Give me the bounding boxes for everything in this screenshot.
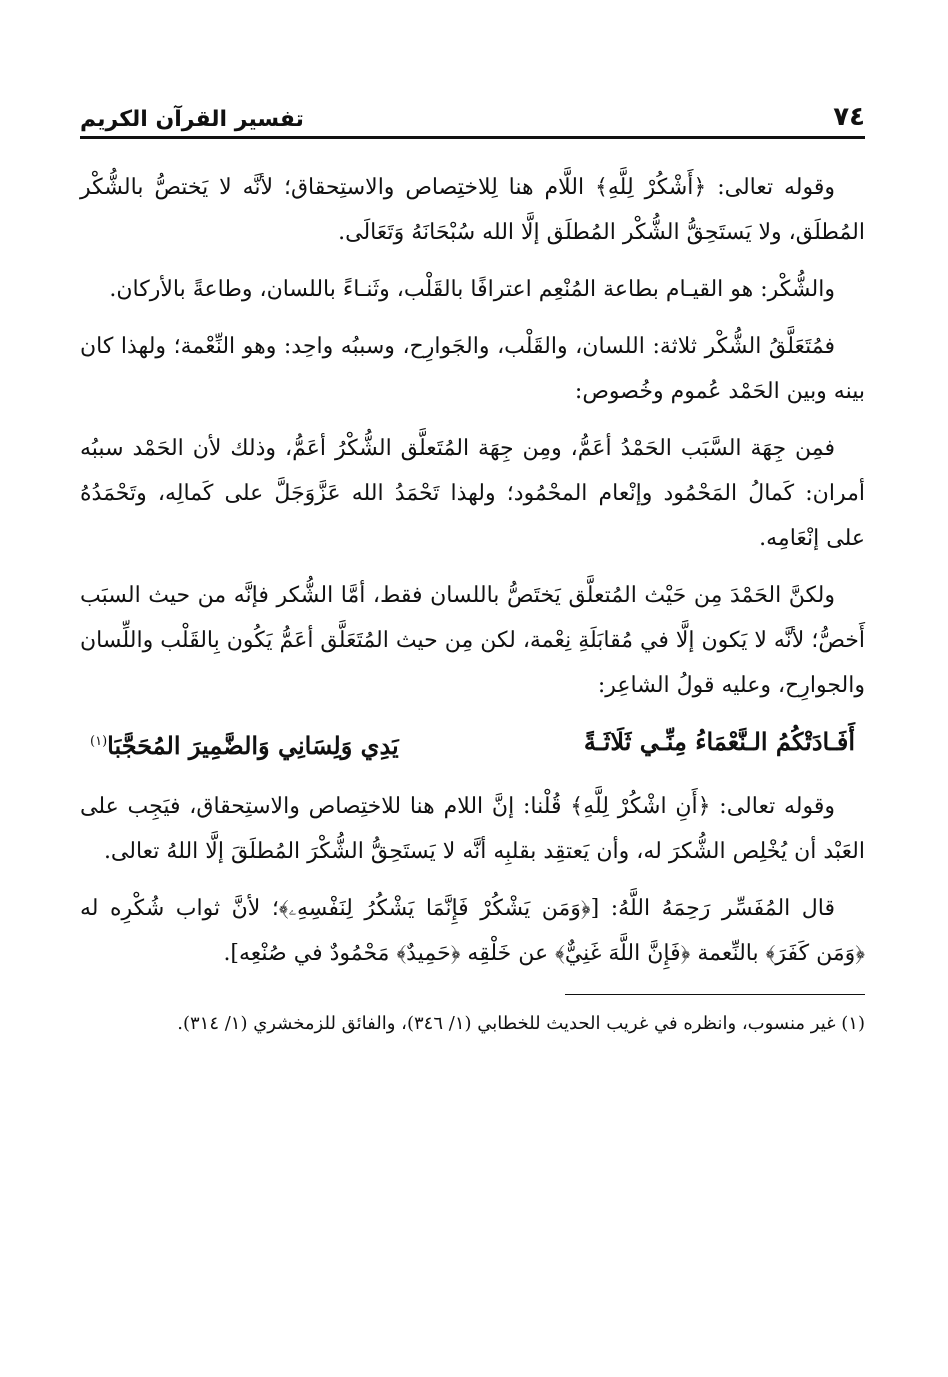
verse-second-half: يَدِي وَلِسَانِي وَالضَّمِيرَ المُحَجَّبَا <box>107 731 399 760</box>
footnote-divider <box>565 994 865 995</box>
paragraph: والشُّكْر: هو القيـام بطاعة المُنْعِم اعترافًا بالقَلْب، وثَنـاءً باللسان، وطاعةً بالأركان. <box>109 277 835 302</box>
footnote-marker[interactable]: (١) <box>90 734 108 749</box>
page <box>80 92 865 1039</box>
paragraph: قال المُفَسِّر رَحِمَهُ اللَّهُ: [﴿وَمَن يَشْكُرْ فَإِنَّمَا يَشْكُرُ لِنَفْسِهِۦ﴾؛ لأنَّ ثواب شُكْرِه له ﴿وَمَن كَفَرَ﴾ بالنِّعمة ﴿فَإِنَّ اللَّهَ غَنِيٌّ﴾ عن خَلْقِه ﴿حَمِيدٌ﴾ مَحْمُودٌ في صُنْعِه]. <box>80 896 865 966</box>
book-title: تفسير القرآن الكريم <box>80 107 304 132</box>
page-number: ٧٤ <box>833 102 865 132</box>
paragraph: وقوله تعالى: ﴿أَشْكُرْ لِلَّهِ﴾ اللَّام هنا لِلاختِصاص والاستِحقاق؛ لأنَّه لا يَختصُّ بالشُّكْر المُطلَق، ولا يَستَحِقُّ الشُّكْر المُطلَق إلَّا الله سُبْحَانَهُ وَتَعَالَى. <box>80 175 865 245</box>
verse-first-half: أَفَـادَتْكُمُ الـنَّعْمَاءُ مِنِّـي ثَلَاثَـةً <box>583 727 855 756</box>
paragraph: فمُتَعَلَّقُ الشُّكْر ثلاثة: اللسان، والقَلْب، والجَوارِح، وسببُه واحِد: وهو النِّعْمة؛ ولهذا كان بينه وبين الحَمْد عُموم وخُصوص: <box>80 334 865 404</box>
page-body <box>80 165 865 1039</box>
paragraph: ولكنَّ الحَمْدَ مِن حَيْث المُتعلَّق يَختَصُّ باللسان فقط، أمَّا الشُّكر فإنَّه من حيث السبَب أَخصُّ؛ لأنَّه لا يَكون إلَّا في مُقابَلَةِ نِعْمة، لكن مِن حيث المُتَعَلَّق أعَمُّ يَكُون بِالقَلْب واللِّسان والجوارِح، وعليه قولُ الشاعِر: <box>80 583 865 698</box>
footnote: (١) غير منسوب، وانظره في غريب الحديث للخطابي (١/ ٣٤٦)، والفائق للزمخشري (١/ ٣١٤). <box>177 1013 865 1034</box>
page-header <box>80 92 865 139</box>
verse-second-half-wrap <box>90 720 399 768</box>
paragraph: وقوله تعالى: ﴿أَنِ اشْكُرْ لِلَّهِ﴾ قُلْنا: إنَّ اللام هنا للاختِصاص والاستِحقاق، فيَجِب على العَبْد أن يُخْلِص الشُّكرَ له، وأن يَعتقِد بقلبِه أنَّه لا يَستَحِقُّ الشُّكْرَ المُطلَقَ إلَّا اللهُ تعالى. <box>80 794 865 864</box>
paragraph: فمِن جِهَة السَّبَب الحَمْدُ أعَمُّ، ومِن جِهَة المُتَعلَّق الشُّكْرُ أعَمُّ، وذلك لأن الحَمْد سببُه أمران: كَمالُ المَحْمُود وإنْعام المحْمُود؛ ولهذا تَحْمَدُ الله عَزَّوَجَلَّ على كَمالِه، وتَحْمَدُهُ على إنْعَامِه. <box>80 436 865 551</box>
poetry-verse <box>80 720 865 768</box>
